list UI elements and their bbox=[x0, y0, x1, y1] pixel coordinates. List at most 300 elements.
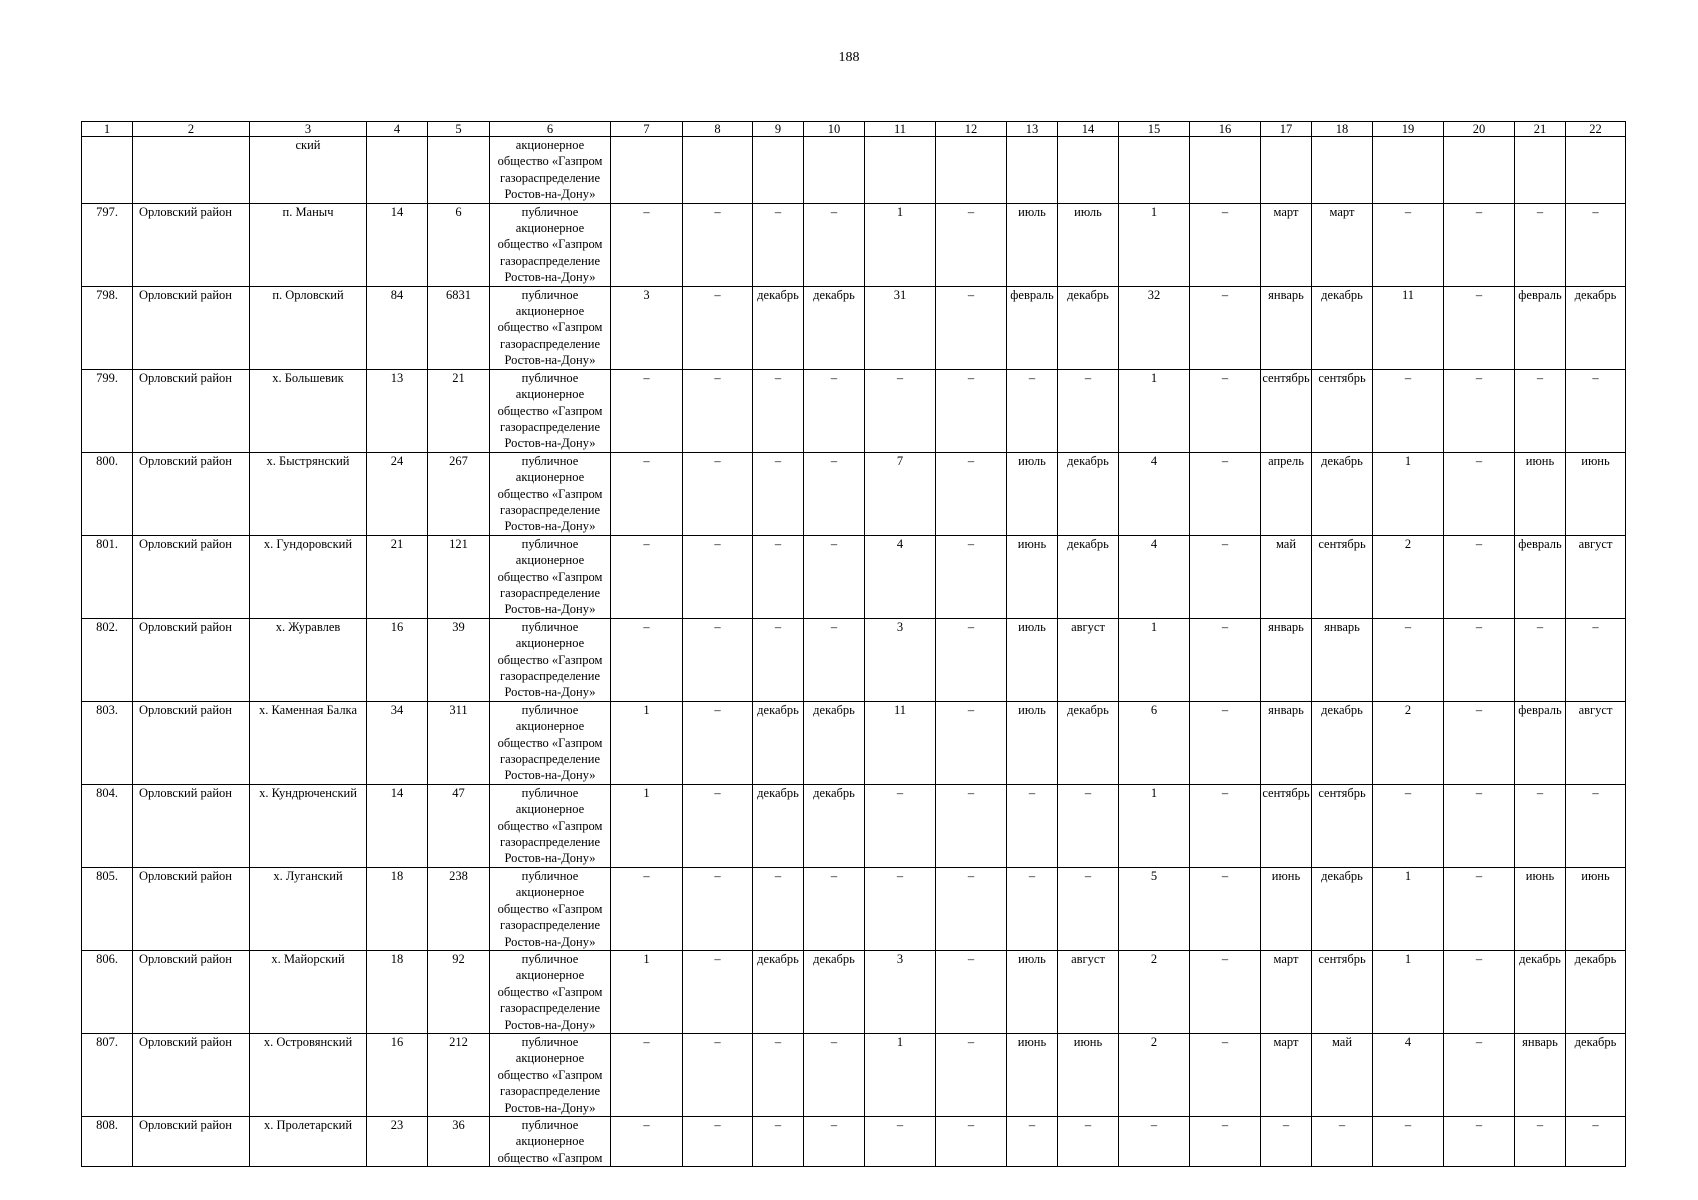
table-cell-col-22: июнь bbox=[1566, 867, 1626, 950]
table-cell-col-15 bbox=[1119, 137, 1190, 204]
table-cell-col-3: х. Каменная Балка bbox=[250, 701, 367, 784]
table-cell-col-22: – bbox=[1566, 369, 1626, 452]
table-cell-col-14: декабрь bbox=[1058, 701, 1119, 784]
table-cell-col-12: – bbox=[936, 867, 1007, 950]
table-cell-col-17: март bbox=[1261, 203, 1312, 286]
table-cell-col-19: – bbox=[1373, 1116, 1444, 1166]
column-header: 4 bbox=[367, 122, 428, 137]
table-cell-col-16: – bbox=[1190, 452, 1261, 535]
table-cell-col-8: – bbox=[683, 369, 753, 452]
table-cell-col-15: 1 bbox=[1119, 203, 1190, 286]
table-cell-col-21: июнь bbox=[1515, 867, 1566, 950]
table-cell-col-2: Орловский район bbox=[133, 618, 250, 701]
table-cell-col-20: – bbox=[1444, 1116, 1515, 1166]
table-cell-col-14: июнь bbox=[1058, 1033, 1119, 1116]
table-cell-col-10: – bbox=[804, 618, 865, 701]
table-cell-col-1: 807. bbox=[82, 1033, 133, 1116]
table-cell-col-5: 47 bbox=[428, 784, 490, 867]
table-cell-col-4: 18 bbox=[367, 867, 428, 950]
table-cell-col-2: Орловский район bbox=[133, 369, 250, 452]
table-cell-col-4: 21 bbox=[367, 535, 428, 618]
table-row bbox=[82, 369, 1626, 452]
table-cell-col-1: 799. bbox=[82, 369, 133, 452]
table-cell-col-8: – bbox=[683, 1033, 753, 1116]
table-cell-col-5: 6 bbox=[428, 203, 490, 286]
page-number: 188 bbox=[838, 50, 860, 65]
table-cell-col-9: декабрь bbox=[753, 950, 804, 1033]
table-cell-col-14: – bbox=[1058, 784, 1119, 867]
column-header: 20 bbox=[1444, 122, 1515, 137]
table-cell-col-13: июль bbox=[1007, 950, 1058, 1033]
table-cell-col-10: – bbox=[804, 203, 865, 286]
table-cell-col-1: 797. bbox=[82, 203, 133, 286]
column-header: 15 bbox=[1119, 122, 1190, 137]
column-header: 10 bbox=[804, 122, 865, 137]
table-cell-col-2: Орловский район bbox=[133, 286, 250, 369]
table-cell-col-17 bbox=[1261, 137, 1312, 204]
table-cell-col-7: 1 bbox=[611, 950, 683, 1033]
column-header: 1 bbox=[82, 122, 133, 137]
table-cell-col-4: 23 bbox=[367, 1116, 428, 1166]
table-cell-col-21: – bbox=[1515, 369, 1566, 452]
table-cell-col-2: Орловский район bbox=[133, 784, 250, 867]
table-cell-col-4: 14 bbox=[367, 203, 428, 286]
table-cell-col-8: – bbox=[683, 1116, 753, 1166]
table-cell-col-2: Орловский район bbox=[133, 867, 250, 950]
column-header: 3 bbox=[250, 122, 367, 137]
table-cell-col-12: – bbox=[936, 618, 1007, 701]
table-cell-col-7: – bbox=[611, 369, 683, 452]
table-cell-col-17: апрель bbox=[1261, 452, 1312, 535]
table-cell-col-7: – bbox=[611, 1033, 683, 1116]
table-cell-col-14: август bbox=[1058, 618, 1119, 701]
table-cell-col-8: – bbox=[683, 452, 753, 535]
table-cell-col-17: март bbox=[1261, 1033, 1312, 1116]
table-cell-col-18: январь bbox=[1312, 618, 1373, 701]
column-header: 18 bbox=[1312, 122, 1373, 137]
table-row bbox=[82, 286, 1626, 369]
table-cell-col-22 bbox=[1566, 137, 1626, 204]
table-cell-col-14: август bbox=[1058, 950, 1119, 1033]
table-cell-col-5: 121 bbox=[428, 535, 490, 618]
table-cell-col-9: – bbox=[753, 203, 804, 286]
table-cell-col-14: декабрь bbox=[1058, 452, 1119, 535]
table-row bbox=[82, 1116, 1626, 1166]
table-cell-col-9: – bbox=[753, 369, 804, 452]
table-cell-col-13: июль bbox=[1007, 203, 1058, 286]
table-cell-col-17: сентябрь bbox=[1261, 784, 1312, 867]
column-header: 21 bbox=[1515, 122, 1566, 137]
table-cell-col-18: сентябрь bbox=[1312, 535, 1373, 618]
table-row bbox=[82, 203, 1626, 286]
table-cell-col-22: – bbox=[1566, 784, 1626, 867]
table-cell-col-22: август bbox=[1566, 535, 1626, 618]
table-cell-col-17: май bbox=[1261, 535, 1312, 618]
table-cell-col-14 bbox=[1058, 137, 1119, 204]
table-cell-col-19: 2 bbox=[1373, 535, 1444, 618]
column-header: 16 bbox=[1190, 122, 1261, 137]
table-cell-col-1: 802. bbox=[82, 618, 133, 701]
table-cell-col-17: январь bbox=[1261, 618, 1312, 701]
column-header: 8 bbox=[683, 122, 753, 137]
table-cell-col-12 bbox=[936, 137, 1007, 204]
table-cell-col-13 bbox=[1007, 137, 1058, 204]
table-cell-col-11: 1 bbox=[865, 1033, 936, 1116]
table-cell-col-6: публичное акционерное общество «Газпром газораспределение Ростов-на-Дону» bbox=[490, 867, 611, 950]
table-cell-col-4: 18 bbox=[367, 950, 428, 1033]
table-cell-col-8: – bbox=[683, 535, 753, 618]
table-cell-col-7: 1 bbox=[611, 784, 683, 867]
table-cell-col-15: – bbox=[1119, 1116, 1190, 1166]
table-cell-col-8: – bbox=[683, 950, 753, 1033]
table-cell-col-2: Орловский район bbox=[133, 701, 250, 784]
table-cell-col-7 bbox=[611, 137, 683, 204]
table-cell-col-20: – bbox=[1444, 1033, 1515, 1116]
table-row bbox=[82, 950, 1626, 1033]
table-cell-col-5: 39 bbox=[428, 618, 490, 701]
table-cell-col-15: 32 bbox=[1119, 286, 1190, 369]
table-cell-col-11: 4 bbox=[865, 535, 936, 618]
table-cell-col-19: 2 bbox=[1373, 701, 1444, 784]
table-cell-col-15: 1 bbox=[1119, 618, 1190, 701]
table-cell-col-20 bbox=[1444, 137, 1515, 204]
table-cell-col-3: х. Большевик bbox=[250, 369, 367, 452]
table-cell-col-12: – bbox=[936, 535, 1007, 618]
table-cell-col-18: сентябрь bbox=[1312, 784, 1373, 867]
table-cell-col-11: 31 bbox=[865, 286, 936, 369]
table-cell-col-20: – bbox=[1444, 535, 1515, 618]
table-cell-col-6: публичное акционерное общество «Газпром газораспределение Ростов-на-Дону» bbox=[490, 1033, 611, 1116]
table-cell-col-13: – bbox=[1007, 784, 1058, 867]
table-row bbox=[82, 784, 1626, 867]
table-cell-col-6: акционерное общество «Газпром газораспределение Ростов-на-Дону» bbox=[490, 137, 611, 204]
table-cell-col-11: – bbox=[865, 369, 936, 452]
table-cell-col-12: – bbox=[936, 1033, 1007, 1116]
table-cell-col-6: публичное акционерное общество «Газпром bbox=[490, 1116, 611, 1166]
table-cell-col-19: – bbox=[1373, 203, 1444, 286]
table-cell-col-4: 16 bbox=[367, 618, 428, 701]
table-cell-col-12: – bbox=[936, 203, 1007, 286]
table-cell-col-2 bbox=[133, 137, 250, 204]
table-cell-col-4 bbox=[367, 137, 428, 204]
table-cell-col-6: публичное акционерное общество «Газпром газораспределение Ростов-на-Дону» bbox=[490, 618, 611, 701]
table-cell-col-21: – bbox=[1515, 618, 1566, 701]
table-cell-col-10 bbox=[804, 137, 865, 204]
table-row bbox=[82, 452, 1626, 535]
table-cell-col-20: – bbox=[1444, 203, 1515, 286]
table-cell-col-20: – bbox=[1444, 701, 1515, 784]
table-cell-col-16: – bbox=[1190, 535, 1261, 618]
table-cell-col-17: сентябрь bbox=[1261, 369, 1312, 452]
table-cell-col-6: публичное акционерное общество «Газпром газораспределение Ростов-на-Дону» bbox=[490, 784, 611, 867]
table-cell-col-13: июль bbox=[1007, 618, 1058, 701]
table-cell-col-21: июнь bbox=[1515, 452, 1566, 535]
table-cell-col-16: – bbox=[1190, 950, 1261, 1033]
table-row bbox=[82, 618, 1626, 701]
table-cell-col-19: 4 bbox=[1373, 1033, 1444, 1116]
column-header: 5 bbox=[428, 122, 490, 137]
data-table bbox=[81, 121, 1626, 1167]
table-cell-col-11: 11 bbox=[865, 701, 936, 784]
table-cell-col-10: – bbox=[804, 1033, 865, 1116]
table-cell-col-10: – bbox=[804, 867, 865, 950]
table-cell-col-17: январь bbox=[1261, 286, 1312, 369]
table-cell-col-18: март bbox=[1312, 203, 1373, 286]
table-cell-col-5: 267 bbox=[428, 452, 490, 535]
table-cell-col-11: – bbox=[865, 784, 936, 867]
table-cell-col-10: декабрь bbox=[804, 784, 865, 867]
column-header: 11 bbox=[865, 122, 936, 137]
column-header: 2 bbox=[133, 122, 250, 137]
table-cell-col-6: публичное акционерное общество «Газпром газораспределение Ростов-на-Дону» bbox=[490, 286, 611, 369]
table-cell-col-11: 3 bbox=[865, 618, 936, 701]
table-cell-col-14: декабрь bbox=[1058, 286, 1119, 369]
table-cell-col-3: п. Маныч bbox=[250, 203, 367, 286]
column-header: 9 bbox=[753, 122, 804, 137]
table-cell-col-3: п. Орловский bbox=[250, 286, 367, 369]
table-cell-col-17: июнь bbox=[1261, 867, 1312, 950]
table-cell-col-7: – bbox=[611, 867, 683, 950]
table-cell-col-20: – bbox=[1444, 452, 1515, 535]
table-cell-col-9: декабрь bbox=[753, 286, 804, 369]
column-header: 6 bbox=[490, 122, 611, 137]
table-cell-col-18: май bbox=[1312, 1033, 1373, 1116]
table-cell-col-5: 36 bbox=[428, 1116, 490, 1166]
table-header bbox=[82, 122, 1626, 137]
table-cell-col-18: сентябрь bbox=[1312, 950, 1373, 1033]
table-cell-col-14: – bbox=[1058, 369, 1119, 452]
table-cell-col-1: 800. bbox=[82, 452, 133, 535]
table-row bbox=[82, 867, 1626, 950]
table-cell-col-13: – bbox=[1007, 867, 1058, 950]
table-cell-col-22: – bbox=[1566, 618, 1626, 701]
table-cell-col-7: 1 bbox=[611, 701, 683, 784]
table-cell-col-9: – bbox=[753, 535, 804, 618]
table-cell-col-14: – bbox=[1058, 867, 1119, 950]
table-cell-col-1: 805. bbox=[82, 867, 133, 950]
table-cell-col-11: 1 bbox=[865, 203, 936, 286]
table-cell-col-11: 7 bbox=[865, 452, 936, 535]
table-cell-col-15: 4 bbox=[1119, 452, 1190, 535]
table-cell-col-15: 5 bbox=[1119, 867, 1190, 950]
table-cell-col-5: 21 bbox=[428, 369, 490, 452]
table-cell-col-16: – bbox=[1190, 1116, 1261, 1166]
table-cell-col-9: – bbox=[753, 1033, 804, 1116]
table-cell-col-15: 2 bbox=[1119, 950, 1190, 1033]
table-cell-col-5: 212 bbox=[428, 1033, 490, 1116]
table-cell-col-9: – bbox=[753, 1116, 804, 1166]
table-cell-col-1: 808. bbox=[82, 1116, 133, 1166]
table-cell-col-6: публичное акционерное общество «Газпром газораспределение Ростов-на-Дону» bbox=[490, 701, 611, 784]
table-cell-col-20: – bbox=[1444, 369, 1515, 452]
table-cell-col-13: – bbox=[1007, 369, 1058, 452]
table-cell-col-9: декабрь bbox=[753, 784, 804, 867]
table-cell-col-5 bbox=[428, 137, 490, 204]
table-cell-col-4: 34 bbox=[367, 701, 428, 784]
table-cell-col-8: – bbox=[683, 784, 753, 867]
table-cell-col-21: январь bbox=[1515, 1033, 1566, 1116]
table-cell-col-22: декабрь bbox=[1566, 950, 1626, 1033]
table-cell-col-2: Орловский район bbox=[133, 203, 250, 286]
table-cell-col-7: – bbox=[611, 535, 683, 618]
table-cell-col-21: – bbox=[1515, 203, 1566, 286]
table-cell-col-17: – bbox=[1261, 1116, 1312, 1166]
column-header: 19 bbox=[1373, 122, 1444, 137]
column-header: 12 bbox=[936, 122, 1007, 137]
table-row bbox=[82, 137, 1626, 204]
table-row bbox=[82, 535, 1626, 618]
table-cell-col-2: Орловский район bbox=[133, 535, 250, 618]
table-cell-col-20: – bbox=[1444, 618, 1515, 701]
header-row bbox=[82, 122, 1626, 137]
table-cell-col-10: декабрь bbox=[804, 950, 865, 1033]
table-cell-col-3: х. Майорский bbox=[250, 950, 367, 1033]
table-cell-col-13: июль bbox=[1007, 452, 1058, 535]
table-cell-col-9: – bbox=[753, 452, 804, 535]
table-cell-col-6: публичное акционерное общество «Газпром газораспределение Ростов-на-Дону» bbox=[490, 950, 611, 1033]
table-cell-col-8: – bbox=[683, 203, 753, 286]
table-cell-col-18 bbox=[1312, 137, 1373, 204]
table-cell-col-21: декабрь bbox=[1515, 950, 1566, 1033]
table-cell-col-5: 311 bbox=[428, 701, 490, 784]
table-cell-col-12: – bbox=[936, 701, 1007, 784]
column-header: 13 bbox=[1007, 122, 1058, 137]
table-cell-col-13: февраль bbox=[1007, 286, 1058, 369]
table-cell-col-19 bbox=[1373, 137, 1444, 204]
table-cell-col-3: х. Луганский bbox=[250, 867, 367, 950]
table-cell-col-22: август bbox=[1566, 701, 1626, 784]
table-cell-col-13: июнь bbox=[1007, 535, 1058, 618]
table-cell-col-18: декабрь bbox=[1312, 286, 1373, 369]
table-cell-col-3: х. Журавлев bbox=[250, 618, 367, 701]
table-cell-col-8: – bbox=[683, 618, 753, 701]
table-cell-col-1 bbox=[82, 137, 133, 204]
table-cell-col-19: 11 bbox=[1373, 286, 1444, 369]
table-cell-col-12: – bbox=[936, 784, 1007, 867]
table-cell-col-8: – bbox=[683, 286, 753, 369]
table-cell-col-14: – bbox=[1058, 1116, 1119, 1166]
table-cell-col-2: Орловский район bbox=[133, 950, 250, 1033]
table-cell-col-1: 806. bbox=[82, 950, 133, 1033]
table-cell-col-10: декабрь bbox=[804, 286, 865, 369]
table-cell-col-9: – bbox=[753, 867, 804, 950]
table-cell-col-22: – bbox=[1566, 1116, 1626, 1166]
column-header: 17 bbox=[1261, 122, 1312, 137]
table-cell-col-2: Орловский район bbox=[133, 1116, 250, 1166]
table-cell-col-14: декабрь bbox=[1058, 535, 1119, 618]
table-cell-col-16: – bbox=[1190, 203, 1261, 286]
table-cell-col-3: ский bbox=[250, 137, 367, 204]
table-cell-col-7: – bbox=[611, 203, 683, 286]
table-cell-col-15: 4 bbox=[1119, 535, 1190, 618]
table-cell-col-15: 2 bbox=[1119, 1033, 1190, 1116]
table-row bbox=[82, 1033, 1626, 1116]
table-cell-col-19: – bbox=[1373, 369, 1444, 452]
table-cell-col-20: – bbox=[1444, 286, 1515, 369]
table-cell-col-18: декабрь bbox=[1312, 867, 1373, 950]
table-cell-col-16: – bbox=[1190, 784, 1261, 867]
table-cell-col-3: х. Быстрянский bbox=[250, 452, 367, 535]
table-cell-col-12: – bbox=[936, 452, 1007, 535]
table-cell-col-3: х. Островянский bbox=[250, 1033, 367, 1116]
table-cell-col-22: июнь bbox=[1566, 452, 1626, 535]
table-cell-col-1: 798. bbox=[82, 286, 133, 369]
table-cell-col-11: – bbox=[865, 867, 936, 950]
table-cell-col-21: февраль bbox=[1515, 286, 1566, 369]
table-cell-col-19: 1 bbox=[1373, 867, 1444, 950]
column-header: 22 bbox=[1566, 122, 1626, 137]
table-cell-col-12: – bbox=[936, 1116, 1007, 1166]
table-cell-col-5: 238 bbox=[428, 867, 490, 950]
table-cell-col-3: х. Кундрюченский bbox=[250, 784, 367, 867]
table-cell-col-14: июль bbox=[1058, 203, 1119, 286]
table-cell-col-21: февраль bbox=[1515, 701, 1566, 784]
table-cell-col-4: 13 bbox=[367, 369, 428, 452]
table-cell-col-1: 801. bbox=[82, 535, 133, 618]
table-cell-col-16 bbox=[1190, 137, 1261, 204]
table-cell-col-9 bbox=[753, 137, 804, 204]
table-cell-col-15: 1 bbox=[1119, 369, 1190, 452]
table-cell-col-4: 16 bbox=[367, 1033, 428, 1116]
table-cell-col-13: июль bbox=[1007, 701, 1058, 784]
table-cell-col-12: – bbox=[936, 286, 1007, 369]
table-cell-col-2: Орловский район bbox=[133, 1033, 250, 1116]
table-cell-col-19: – bbox=[1373, 784, 1444, 867]
table-cell-col-6: публичное акционерное общество «Газпром газораспределение Ростов-на-Дону» bbox=[490, 452, 611, 535]
table-body bbox=[82, 137, 1626, 1167]
table-cell-col-20: – bbox=[1444, 950, 1515, 1033]
table-cell-col-8: – bbox=[683, 701, 753, 784]
table-cell-col-16: – bbox=[1190, 701, 1261, 784]
table-cell-col-4: 84 bbox=[367, 286, 428, 369]
table-cell-col-20: – bbox=[1444, 867, 1515, 950]
table-cell-col-11: – bbox=[865, 1116, 936, 1166]
table-cell-col-16: – bbox=[1190, 369, 1261, 452]
table-cell-col-22: – bbox=[1566, 203, 1626, 286]
table-cell-col-16: – bbox=[1190, 286, 1261, 369]
column-header: 14 bbox=[1058, 122, 1119, 137]
table-cell-col-6: публичное акционерное общество «Газпром газораспределение Ростов-на-Дону» bbox=[490, 203, 611, 286]
table-cell-col-18: декабрь bbox=[1312, 701, 1373, 784]
table-cell-col-15: 1 bbox=[1119, 784, 1190, 867]
table-cell-col-8 bbox=[683, 137, 753, 204]
table-cell-col-4: 14 bbox=[367, 784, 428, 867]
table-cell-col-9: декабрь bbox=[753, 701, 804, 784]
table-cell-col-1: 804. bbox=[82, 784, 133, 867]
table-cell-col-19: 1 bbox=[1373, 950, 1444, 1033]
table-cell-col-17: январь bbox=[1261, 701, 1312, 784]
table-cell-col-21 bbox=[1515, 137, 1566, 204]
table-cell-col-11: 3 bbox=[865, 950, 936, 1033]
table-cell-col-18: – bbox=[1312, 1116, 1373, 1166]
table-cell-col-3: х. Гундоровский bbox=[250, 535, 367, 618]
table-cell-col-19: 1 bbox=[1373, 452, 1444, 535]
table-cell-col-13: июнь bbox=[1007, 1033, 1058, 1116]
table-cell-col-22: декабрь bbox=[1566, 286, 1626, 369]
table-cell-col-21: – bbox=[1515, 784, 1566, 867]
table-cell-col-6: публичное акционерное общество «Газпром газораспределение Ростов-на-Дону» bbox=[490, 369, 611, 452]
table-cell-col-1: 803. bbox=[82, 701, 133, 784]
table-cell-col-16: – bbox=[1190, 1033, 1261, 1116]
table-cell-col-18: сентябрь bbox=[1312, 369, 1373, 452]
table-cell-col-16: – bbox=[1190, 618, 1261, 701]
table-cell-col-11 bbox=[865, 137, 936, 204]
table-cell-col-10: – bbox=[804, 452, 865, 535]
table-cell-col-13: – bbox=[1007, 1116, 1058, 1166]
table-cell-col-12: – bbox=[936, 950, 1007, 1033]
table-cell-col-7: – bbox=[611, 452, 683, 535]
table-cell-col-12: – bbox=[936, 369, 1007, 452]
